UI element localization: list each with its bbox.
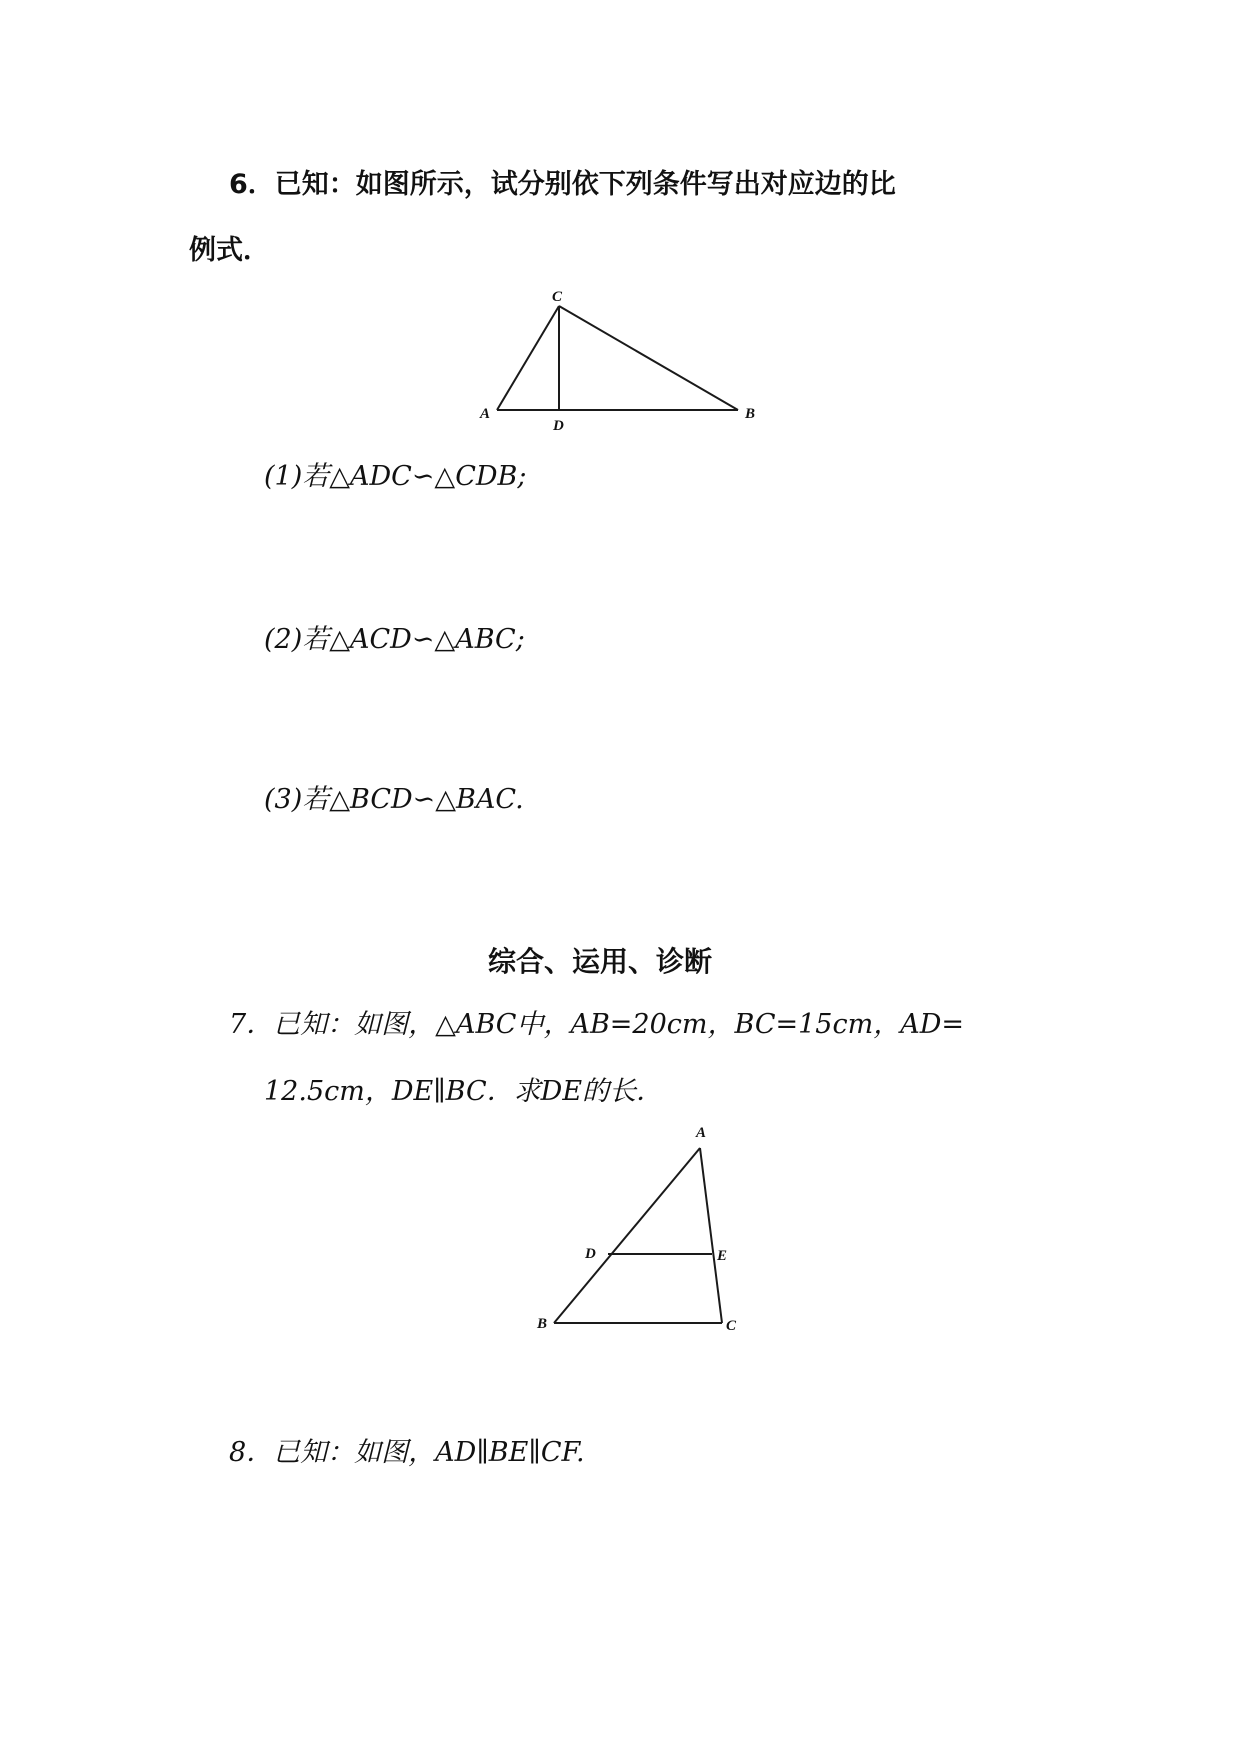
side-ac (497, 306, 559, 410)
q6-part2: (2)若△ACD∽△ABC; (264, 624, 525, 655)
q6-statement-line1: 6．已知：如图所示，试分别依下列条件写出对应边的比 (229, 169, 896, 200)
vertex-label-b: B (745, 406, 756, 422)
q6-statement-line2: 例式． (189, 235, 270, 266)
q7-statement-line1: 7．已知：如图，△ABC中，AB=20cm，BC=15cm，AD= (229, 1009, 964, 1040)
vertex-label-a: A (480, 406, 491, 422)
side-ab (554, 1148, 700, 1323)
vertex-label-c: C (726, 1318, 737, 1334)
vertex-label-d: D (553, 418, 564, 434)
vertex-label-d: D (585, 1246, 596, 1262)
q7-statement-line2: 12.5cm，DE∥BC．求DE的长． (264, 1076, 664, 1107)
vertex-label-c: C (552, 289, 563, 305)
vertex-label-a: A (696, 1125, 707, 1141)
side-ac (700, 1148, 722, 1323)
q6-right-triangle-figure (470, 285, 770, 435)
side-cb (559, 306, 738, 410)
q8-statement-line1: 8．已知：如图，AD∥BE∥CF. (229, 1437, 585, 1468)
q6-part1: (1)若△ADC∽△CDB; (264, 461, 527, 492)
q7-triangle-figure (530, 1120, 760, 1350)
section-heading: 综合、运用、诊断 (488, 945, 713, 978)
vertex-label-e: E (717, 1248, 728, 1264)
q6-part3: (3)若△BCD∽△BAC. (264, 784, 524, 815)
vertex-label-b: B (537, 1316, 548, 1332)
